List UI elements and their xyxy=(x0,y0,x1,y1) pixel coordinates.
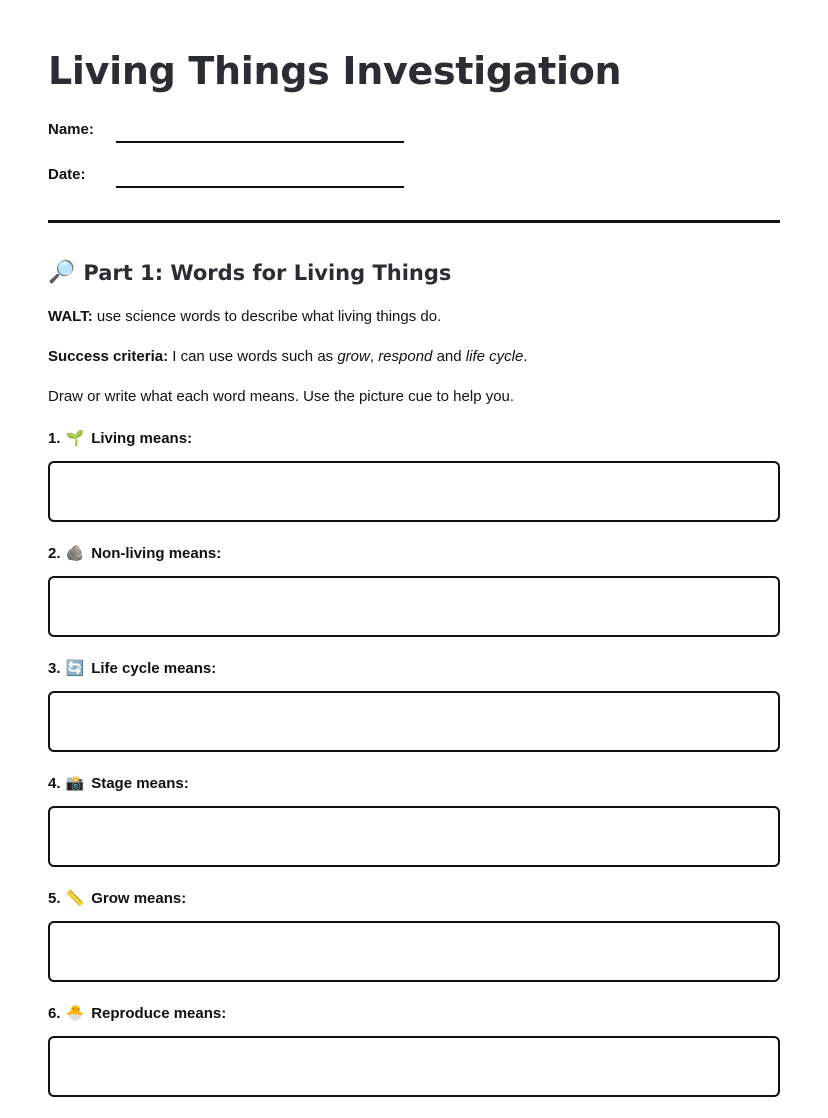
date-label: Date: xyxy=(48,166,86,183)
success-criteria-paragraph xyxy=(48,347,780,367)
question-label xyxy=(48,659,780,679)
walt-label: WALT: xyxy=(48,308,93,325)
question-text: Life cycle means: xyxy=(91,660,217,677)
question-text: Grow means: xyxy=(91,890,187,907)
part1-heading-text: Part 1: Words for Living Things xyxy=(83,261,452,285)
question-1 xyxy=(48,429,780,522)
seedling-icon: 🌱 xyxy=(65,430,85,447)
section-divider xyxy=(48,220,780,223)
success-text-sep: , xyxy=(369,348,379,365)
question-number: 6. xyxy=(48,1005,61,1022)
part1-heading xyxy=(48,259,780,287)
question-5 xyxy=(48,889,780,982)
name-input-line[interactable] xyxy=(116,141,404,143)
success-text-pre: I can use words such as xyxy=(168,348,338,365)
question-label xyxy=(48,544,780,564)
question-text: Living means: xyxy=(91,430,193,447)
question-number: 4. xyxy=(48,775,61,792)
question-label xyxy=(48,1004,780,1024)
magnifying-glass-icon: 🔎 xyxy=(48,260,76,285)
name-label: Name: xyxy=(48,121,94,138)
answer-box-non-living[interactable] xyxy=(48,576,780,637)
success-word-grow: grow xyxy=(337,348,370,365)
instructions-paragraph: Draw or write what each word means. Use the picture cue to help you. xyxy=(48,388,515,405)
question-label xyxy=(48,429,780,449)
date-input-line[interactable] xyxy=(116,186,404,188)
question-3 xyxy=(48,659,780,752)
success-label: Success criteria: xyxy=(48,348,169,365)
question-label xyxy=(48,774,780,794)
page-title: Living Things Investigation xyxy=(48,49,622,93)
answer-box-reproduce[interactable] xyxy=(48,1036,780,1097)
question-6 xyxy=(48,1004,780,1097)
question-text: Stage means: xyxy=(91,775,189,792)
question-2 xyxy=(48,544,780,637)
answer-box-stage[interactable] xyxy=(48,806,780,867)
question-label xyxy=(48,889,780,909)
walt-paragraph xyxy=(48,307,780,327)
question-4 xyxy=(48,774,780,867)
success-text-and: and xyxy=(432,348,466,365)
question-text: Non-living means: xyxy=(91,545,222,562)
name-field-row xyxy=(48,117,780,139)
answer-box-grow[interactable] xyxy=(48,921,780,982)
question-text: Reproduce means: xyxy=(91,1005,227,1022)
question-number: 1. xyxy=(48,430,61,447)
ruler-icon: 📏 xyxy=(65,890,85,907)
success-word-life-cycle: life cycle xyxy=(465,348,524,365)
question-number: 2. xyxy=(48,545,61,562)
success-text-end: . xyxy=(523,348,528,365)
question-number: 5. xyxy=(48,890,61,907)
success-word-respond: respond xyxy=(378,348,433,365)
camera-icon: 📸 xyxy=(65,775,85,792)
answer-box-life-cycle[interactable] xyxy=(48,691,780,752)
hatching-chick-icon: 🐣 xyxy=(65,1005,85,1022)
rock-icon: 🪨 xyxy=(65,545,85,562)
walt-text: use science words to describe what living things do. xyxy=(92,308,442,325)
answer-box-living[interactable] xyxy=(48,461,780,522)
question-number: 3. xyxy=(48,660,61,677)
cycle-arrows-icon: 🔄 xyxy=(65,660,85,677)
date-field-row xyxy=(48,162,780,184)
